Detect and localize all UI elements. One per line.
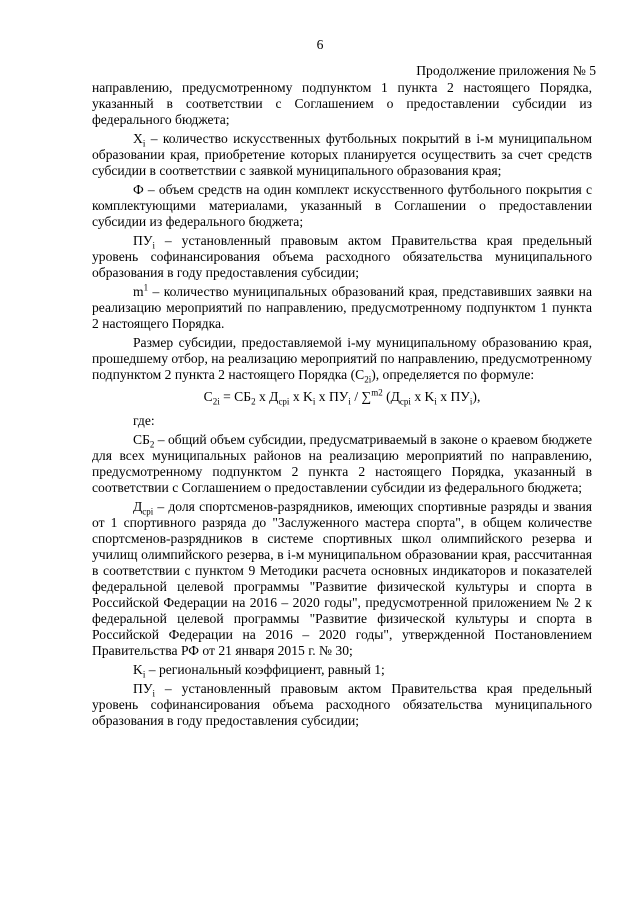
symbol: СБ [133,432,150,447]
symbol: Д [133,499,143,514]
continuation-header: Продолжение приложения № 5 [416,63,596,78]
formula-subscript: i [312,396,316,407]
definition-text: – количество муниципальных образований края, представивших заявки на реализацию мероприятий по направлению, предусмотренному подпунктом 1 пункта 2 настоящего Порядка. [92,284,592,331]
symbol: ПУ [133,681,153,696]
paragraph-text: направлению, предусмотренному подпунктом 1 пункта 2 настоящего Порядка, указанный в соответствии с Соглашением о предоставлении субсидии из федерального бюджета; [92,80,592,127]
definition-text: – доля спортсменов-разрядников, имеющих спортивные разряды и звания от 1 спортивного разряда до "Заслуженного мастера спорта", в общем количестве спортсменов-разрядников в системе спортивных школ олимпийского резерва и училищ олимпийского резерва, в i-м муниципальном образовании края, рассчитанная в соответствии с пунктом 9 Методики расчета основных индикаторов и показателей федеральной целевой программы "Развитие физической культуры и спорта в Российской Федерации на 2016 – 2020 годы", предусмотренной приложением № 2 к федеральной целевой программы "Развитие физической культуры и спорта в Российской Федерации на 2016 – 2020 годы", утвержденной Постановлением Правительства РФ от 21 января 2015 г. № 30; [92,499,592,658]
formula-term: х K [289,389,313,404]
symbol: ПУ [133,233,153,248]
symbol-subscript: 2i [364,374,372,385]
definition-dsr [92,499,592,659]
definition-text: – установленный правовым актом Правительства края предельный уровень софинансирования объема расходного обязательства муниципального образования в году предоставления субсидии; [92,681,592,728]
formula-subscript: срi [278,396,290,407]
definition-sb2 [92,432,592,496]
definition-text: – количество искусственных футбольных покрытий в i-м муниципальном образовании края, приобретение которых планируется осуществить за счет средств субсидии в соответствии с заявкой муниципального образования края; [92,131,592,178]
page-number: 6 [316,37,324,52]
formula-subscript: i [469,396,473,407]
paragraph [92,80,592,128]
definition-k [92,662,592,678]
paragraph-text: где: [133,413,155,428]
formula-subscript: i [348,396,351,407]
formula-subscript: i [434,396,437,407]
symbol-superscript: 1 [143,282,149,293]
symbol-subscript: i [142,669,146,680]
symbol: X [133,131,143,146]
paragraph-text: ), определяется по формуле: [371,367,535,382]
definition-text: Ф – объем средств на один комплект искусственного футбольного покрытия с комплектующими материалами, указанный в Соглашении о предоставлении субсидии из федерального бюджета; [92,182,592,229]
definition-m1 [92,284,592,332]
symbol: m [133,284,144,299]
formula-term: С [203,389,213,404]
paragraph-subsidy-size [92,335,592,383]
formula-subscript: срi [399,396,411,407]
formula-term: = СБ [219,389,252,404]
formula-term: х Д [255,389,279,404]
symbol-subscript: i [152,240,155,251]
definition-text: – общий объем субсидии, предусматриваемый в законе о краевом бюджете для всех муниципальных районов на реализацию мероприятий по направлению, предусмотренному подпунктом 2 пункта 2 настоящего Порядка, указанный в соответствии с Соглашением о предоставлении субсидии из федерального бюджета; [92,432,592,495]
symbol-subscript: 2 [149,439,155,450]
formula-term: х ПУ [315,389,349,404]
formula-term: х K [410,389,435,404]
definition-text: – установленный правовым актом Правительства края предельный уровень софинансирования объема расходного обязательства муниципального образования в году предоставления субсидии; [92,233,592,280]
formula-term: / ∑ [350,389,372,404]
document-body [92,80,592,732]
definition-text: – региональный коэффициент, равный 1; [145,662,385,677]
symbol-subscript: i [152,688,155,699]
symbol-subscript: срi [142,506,154,517]
formula-term: ), [472,389,481,404]
formula-term: х ПУ [436,389,470,404]
paragraph-text: Размер субсидии, предоставляемой i-му муниципальному образованию края, прошедшему отбор, на реализацию мероприятий по направлению, предусмотренному подпунктом 2 пункта 2 настоящего Порядка (С [92,335,592,382]
definition-pu [92,233,592,281]
formula-term: (Д [382,389,400,404]
definition-pu-2 [92,681,592,729]
paragraph-where [92,413,592,429]
symbol: K [133,662,143,677]
formula [92,389,592,405]
definition-f [92,182,592,230]
formula-subscript: 2 [251,396,256,407]
formula-superscript: m2 [371,387,383,398]
formula-subscript: 2i [212,396,220,407]
definition-x [92,131,592,179]
symbol-subscript: i [142,138,146,149]
